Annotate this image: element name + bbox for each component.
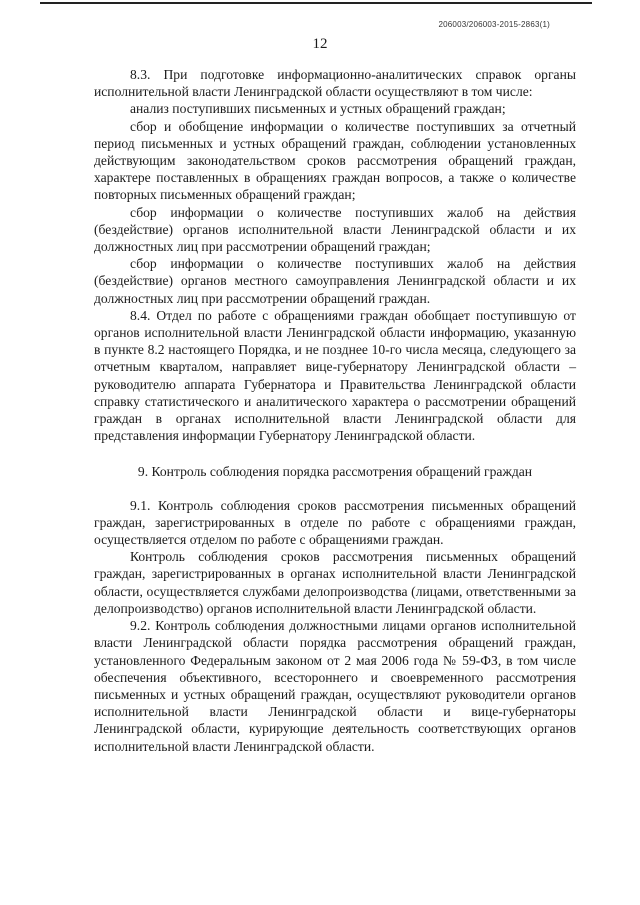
- paragraph-complaints-executive: сбор информации о количестве поступивших жалоб на действия (бездействие) органов исполнительной власти Ленинградской области и их должностных лиц при рассмотрении обращений граждан;: [94, 204, 576, 255]
- paragraph-analysis: анализ поступивших письменных и устных обращений граждан;: [130, 101, 506, 117]
- paragraph-8-3: 8.3. При подготовке информационно-аналитических справок органы исполнительной власти Ленинградской области осуществляют в том числе:: [94, 67, 576, 100]
- top-border-line: [40, 2, 592, 4]
- section-heading-9: 9. Контроль соблюдения порядка рассмотрения обращений граждан: [137, 464, 533, 480]
- paragraph-collection-summary: сбор и обобщение информации о количестве поступивших за отчетный период письменных и устных обращений граждан, соблюдении установленных действующим законодательством сроков рассмотрения обращений граждан, характере поставленных в обращениях граждан вопросов, а также о количестве повторных письменных обращений граждан;: [94, 118, 576, 203]
- page-number: 12: [312, 36, 328, 52]
- document-body: [94, 66, 576, 755]
- paragraph-8-4: 8.4. Отдел по работе с обращениями граждан обобщает поступившую от органов исполнительной власти Ленинградской области информацию, указанную в пункте 8.2 настоящего Порядка, и не позднее 10-го числа месяца, следующего за отчетным кварталом, направляет вице-губернатору Ленинградской области – руководителю аппарата Губернатора и Правительства Ленинградской области справку статистического и аналитического характера о рассмотрении обращений граждан в органах исполнительной власти Ленинградской области для представления информации Губернатору Ленинградской области.: [94, 307, 576, 444]
- paragraph-complaints-local: сбор информации о количестве поступивших жалоб на действия (бездействие) органов местного самоуправления Ленинградской области и их должностных лиц при рассмотрении обращений граждан.: [94, 256, 576, 306]
- paragraph-9-1-control: Контроль соблюдения сроков рассмотрения письменных обращений граждан, зарегистрированных в органах исполнительной власти Ленинградской области, осуществляется службами делопроизводства (лицами, ответственными за делопроизводство) органов исполнительной власти Ленинградской области.: [94, 549, 576, 616]
- paragraph-9-1: 9.1. Контроль соблюдения сроков рассмотрения письменных обращений граждан, зарегистрированных в отделе по работе с обращениями граждан, осуществляется отделом по работе с обращениями граждан.: [94, 497, 576, 548]
- paragraph-9-2: 9.2. Контроль соблюдения должностными лицами органов исполнительной власти Ленинградской области порядка рассмотрения обращений граждан, установленного Федеральным законом от 2 мая 2006 года № 59-ФЗ, в том числе обеспечения объективного, всестороннего и своевременного рассмотрения письменных и устных обращений граждан, осуществляют руководители органов исполнительной власти Ленинградской области и вице-губернаторы Ленинградской области, курирующие деятельность соответствующих органов исполнительной власти Ленинградской области.: [94, 618, 576, 754]
- document-id: 206003/206003-2015-2863(1): [438, 20, 550, 29]
